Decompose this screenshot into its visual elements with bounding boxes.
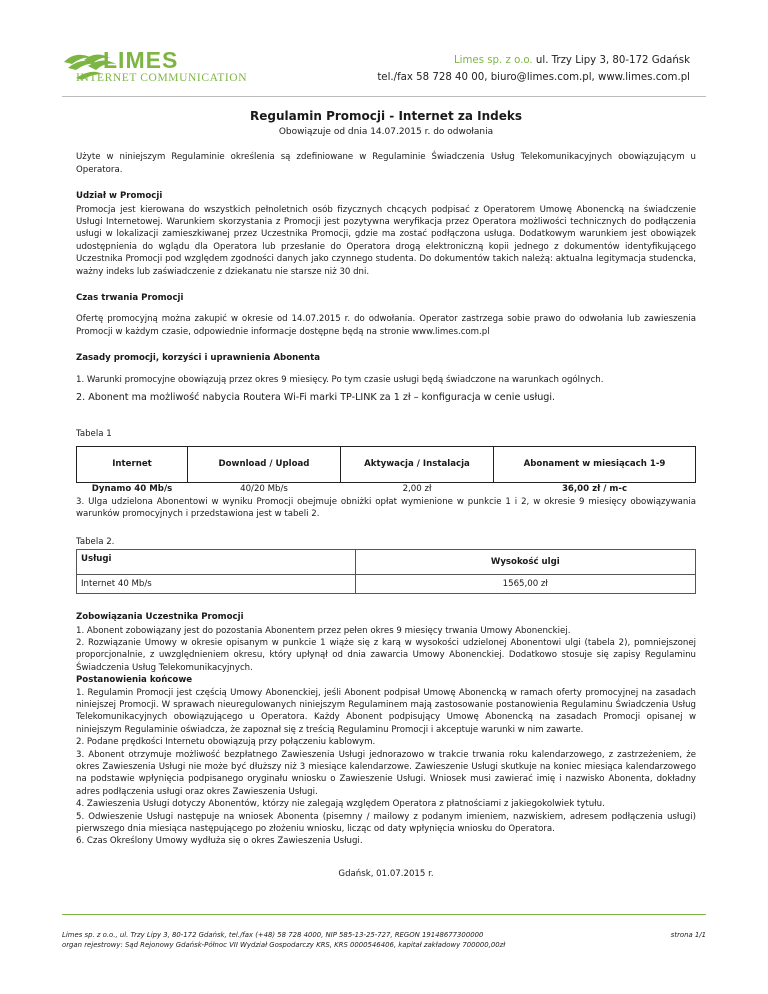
table-cell: 36,00 zł / m-c	[561, 483, 628, 494]
footer-line: organ rejestrowy: Sąd Rejonowy Gdańsk-Północ VII Wydział Gospodarczy KRS, KRS 0000546406, kapitał zakładowy 700000,00zł	[62, 941, 506, 949]
table-header: Aktywacja / Instalacja	[341, 446, 494, 482]
table-cell: 40/20 Mb/s	[240, 483, 288, 494]
table1-caption: Tabela 1	[76, 429, 112, 440]
section-obligations	[76, 611, 696, 674]
table-cell: Internet 40 Mb/s	[77, 574, 356, 593]
table-cell: 1565,00 zł	[355, 574, 695, 593]
provision-item: 4. Zawieszenia Usługi dotyczy Abonentów, którzy nie zalegają względem Operatora z płatnościami z jakiegokolwiek tytułu.	[76, 799, 605, 810]
section-duration	[76, 292, 696, 338]
table-header: Usługi	[77, 549, 356, 574]
section-heading: Czas trwania Promocji	[76, 293, 184, 304]
document-subtitle: Obowiązuje od dnia 14.07.2015 r. do odwołania	[278, 127, 494, 137]
rule-item: 1. Warunki promocyjne obowiązują przez okres 9 miesięcy. Po tym czasie usługi będą świadczone na warunkach ogólnych.	[76, 374, 604, 385]
table-header: Internet	[77, 446, 188, 482]
section-rules	[76, 352, 696, 594]
obligation-item: 1. Abonent zobowiązany jest do pozostania Abonentem przez pełen okres 9 miesięcy trwania Umowy Abonenckiej.	[76, 625, 571, 636]
table-cell: 2,00 zł	[402, 483, 432, 494]
table-row	[77, 482, 696, 496]
header-divider	[62, 96, 706, 97]
document-body	[76, 108, 696, 880]
provision-item: 1. Regulamin Promocji jest częścią Umowy Abonenckiej, jeśli Abonent podpisał Umowę Abonencką w ramach oferty promocyjnej na zasadach niniejszej Promocji. W sprawach nieuregulowanych niniejszym Regulaminem mają zastosowanie postanowienia Regulaminu Świadczenia Usług Telekomunikacyjnych obowiązującego u Operatora. Każdy Abonent podpisujący Umowę Abonencką na zasadach Promocji opisanej w niniejszym Regulaminie oświadcza, że zapoznał się z treścią Regulaminu Promocji i akceptuje warunki w nim zawarte.	[76, 687, 696, 735]
footer-line: Limes sp. z o.o., ul. Trzy Lipy 3, 80-172 Gdańsk, tel./fax (+48) 58 728 4000, NIP 585-13-25-727, REGON 19148677300000	[62, 931, 484, 939]
section-heading: Zobowiązania Uczestnika Promocji	[76, 612, 244, 623]
discount-table	[76, 549, 696, 594]
pricing-table	[76, 446, 696, 496]
table-cell: Dynamo 40 Mb/s	[91, 483, 173, 494]
table-row	[77, 574, 696, 593]
section-heading: Zasady promocji, korzyści i uprawnienia Abonenta	[76, 353, 321, 364]
provision-item: 3. Abonent otrzymuje możliwość bezpłatnego Zawieszenia Usługi jednorazowo w trakcie trwania roku kalendarzowego, z zastrzeżeniem, że okres Zawieszenia Usługi nie może być dłuższy niż 3 miesiące kalendarzowe. Zawieszenie Usługi skutkuje na koniec miesiąca kalendarzowego na podstawie wpłynięcia podpisanego oryginału wniosku o Zawieszenie Usługi. Wniosek musi zawierać imię i nazwisko Abonenta, dokładny adres podłączenia usługi oraz okres Zawieszenia Usługi.	[76, 749, 696, 797]
rule-item: 2. Abonent ma możliwość nabycia Routera Wi-Fi marki TP-LINK za 1 zł – konfiguracja w cenie usługi.	[76, 392, 556, 404]
footer	[62, 930, 706, 950]
provision-item: 6. Czas Określony Umowy wydłuża się o okres Zawieszenia Usługi.	[76, 836, 363, 847]
table2-caption: Tabela 2.	[76, 537, 115, 548]
section-participation	[76, 190, 696, 278]
logo-tagline: INTERNET COMMUNICATION	[76, 72, 248, 84]
section-heading: Postanowienia końcowe	[76, 675, 193, 686]
section-text: Ofertę promocyjną można zakupić w okresie od 14.07.2015 r. do odwołania. Operator zastrzega sobie prawo do odwołania lub zawieszenia Promocji w każdym czasie, odpowiednie informacje dostępne będą na stronie www.limes.com.pl	[76, 314, 696, 337]
place-and-date: Gdańsk, 01.07.2015 r.	[338, 868, 434, 879]
table-header: Download / Upload	[188, 446, 341, 482]
table-header: Wysokość ulgi	[355, 549, 695, 574]
page-number: strona 1/1	[670, 931, 706, 939]
logo-wordmark: LIMES	[103, 47, 179, 73]
intro-paragraph: Użyte w niniejszym Regulaminie określenia są zdefiniowane w Regulaminie Świadczenia Usług Telekomunikacyjnych obowiązującym u Operatora.	[76, 152, 696, 175]
provision-item: 5. Odwieszenie Usługi następuje na wniosek Abonenta (pisemny / mailowy z podanym imieniem, nazwiskiem, adresem podłączenia usługi) pierwszego dnia miesiąca następującego po złożeniu wniosku, licząc od daty wpłynięcia wniosku do Operatora.	[76, 811, 696, 835]
company-contact: tel./fax 58 728 40 00, biuro@limes.com.pl, www.limes.com.pl	[377, 72, 690, 83]
provision-item: 2. Podane prędkości Internetu obowiązują przy połączeniu kablowym.	[76, 737, 376, 748]
section-heading: Udział w Promocji	[76, 191, 163, 202]
company-address: ul. Trzy Lipy 3, 80-172 Gdańsk	[532, 55, 690, 66]
section-text: Promocja jest kierowana do wszystkich pełnoletnich osób fizycznych chcących podpisać z Operatorem Umowę Abonencką na świadczenie Usługi Internetowej. Warunkiem skorzystania z Promocji jest pozytywna weryfikacja przez Operatora możliwości technicznych do podłączenia usługi w lokalizacji zamieszkiwanej przez Uczestnika Promocji, gdzie ma zostać podłączona usługa. Dodatkowym warunkiem jest obowiązek udostępnienia do wglądu dla Operatora lub przesłanie do Operatora drogą elektroniczną kopii jednego z dokumentów identyfikującego Uczestnika Promocji pod względem zgodności danych jako czynnego studenta. Do dokumentów takich należą: aktualna legitymacja studencka, ważny indeks lub zaświadczenie z dziekanatu nie starsze niż 30 dni.	[76, 204, 696, 277]
company-name: Limes sp. z o.o.	[454, 55, 533, 66]
section-final-provisions	[76, 674, 696, 848]
table-header: Abonament w miesiącach 1-9	[494, 446, 696, 482]
document-title: Regulamin Promocji - Internet za Indeks	[250, 109, 522, 123]
company-info	[377, 52, 690, 86]
obligation-item: 2. Rozwiązanie Umowy w okresie opisanym w punkcie 1 wiąże się z karą w wysokości udzielonej Abonentowi ulgi (tabela 2), pomniejszonej proporcjonalnie, z uwzględnieniem okresu, który upłynął od dnia zawarcia Umowy Abonenckiej. Dodatkowo stosuje się zapisy Regulaminu Świadczenia Usług Telekomunikacyjnych.	[76, 637, 696, 673]
rule-item: 3. Ulga udzielona Abonentowi w wyniku Promocji obejmuje obniżki opłat wymienione w punkcie 1 i 2, w okresie 9 miesięcy obowiązywania warunków promocyjnych i przedstawiona jest w tabeli 2.	[76, 496, 696, 519]
footer-divider	[62, 914, 706, 915]
